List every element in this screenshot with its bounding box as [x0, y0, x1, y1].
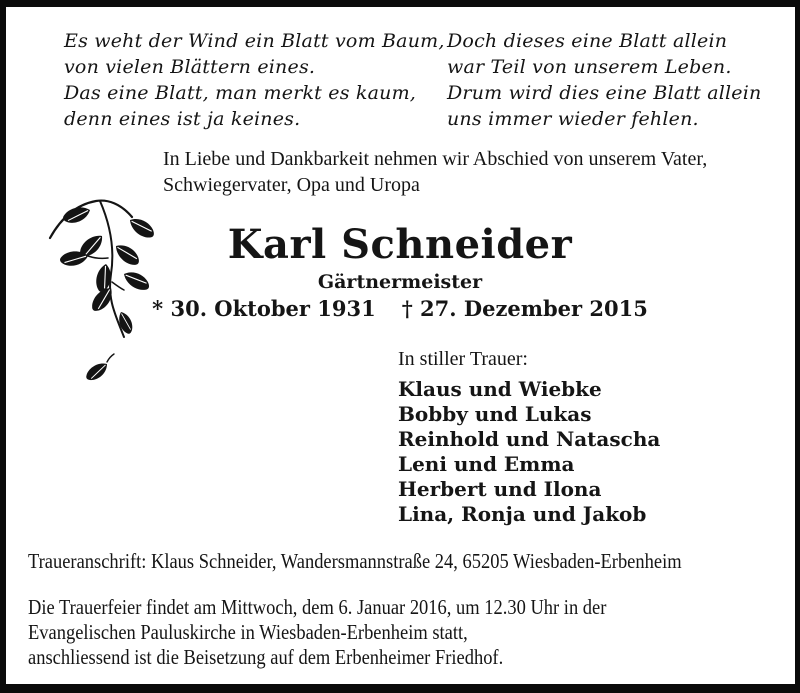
death-date: † 27. Dezember 2015: [401, 296, 648, 321]
funeral-line: Evangelischen Pauluskirche in Wiesbaden-Erbenheim statt,: [28, 620, 468, 644]
condolence-address-text: Traueranschrift: Klaus Schneider, Wandersmannstraße 24, 65205 Wiesbaden-Erbenheim: [28, 549, 682, 573]
mourners-list: [398, 377, 660, 527]
poem-line: denn eines ist ja keines.: [64, 108, 301, 130]
mourning-label: In stiller Trauer:: [398, 348, 528, 370]
deceased-name: Karl Schneider: [227, 221, 573, 268]
mourner-line: Klaus und Wiebke: [398, 377, 602, 401]
poem-line: Drum wird dies eine Blatt allein: [447, 82, 762, 104]
poem-line: von vielen Blättern eines.: [64, 56, 316, 78]
poem-line: Doch dieses eine Blatt allein: [447, 30, 728, 52]
poem-line: Es weht der Wind ein Blatt vom Baum,: [64, 30, 445, 52]
mourner-line: Bobby und Lukas: [398, 402, 592, 426]
intro-text: [163, 146, 707, 198]
funeral-line: anschliessend ist die Beisetzung auf dem Erbenheimer Friedhof.: [28, 645, 504, 669]
condolence-address: [28, 549, 771, 574]
mourner-line: Lina, Ronja und Jakob: [398, 502, 647, 526]
intro-line: In Liebe und Dankbarkeit nehmen wir Abschied von unserem Vater,: [163, 148, 708, 170]
funeral-details: [28, 595, 685, 670]
deceased-profession: Gärtnermeister: [317, 271, 483, 293]
intro-line: Schwiegervater, Opa und Uropa: [163, 174, 420, 196]
poem-right-column: [447, 28, 761, 132]
birth-date: * 30. Oktober 1931: [152, 296, 376, 321]
mourner-line: Leni und Emma: [398, 452, 575, 476]
poem-line: war Teil von unserem Leben.: [447, 56, 732, 78]
poem-line: uns immer wieder fehlen.: [447, 108, 699, 130]
poem-left-column: [64, 28, 445, 132]
life-dates: [0, 296, 800, 322]
funeral-line: Die Trauerfeier findet am Mittwoch, dem 6. Januar 2016, um 12.30 Uhr in der: [28, 595, 607, 619]
poem-line: Das eine Blatt, man merkt es kaum,: [64, 82, 417, 104]
mourner-line: Reinhold und Natascha: [398, 427, 661, 451]
mourner-line: Herbert und Ilona: [398, 477, 602, 501]
